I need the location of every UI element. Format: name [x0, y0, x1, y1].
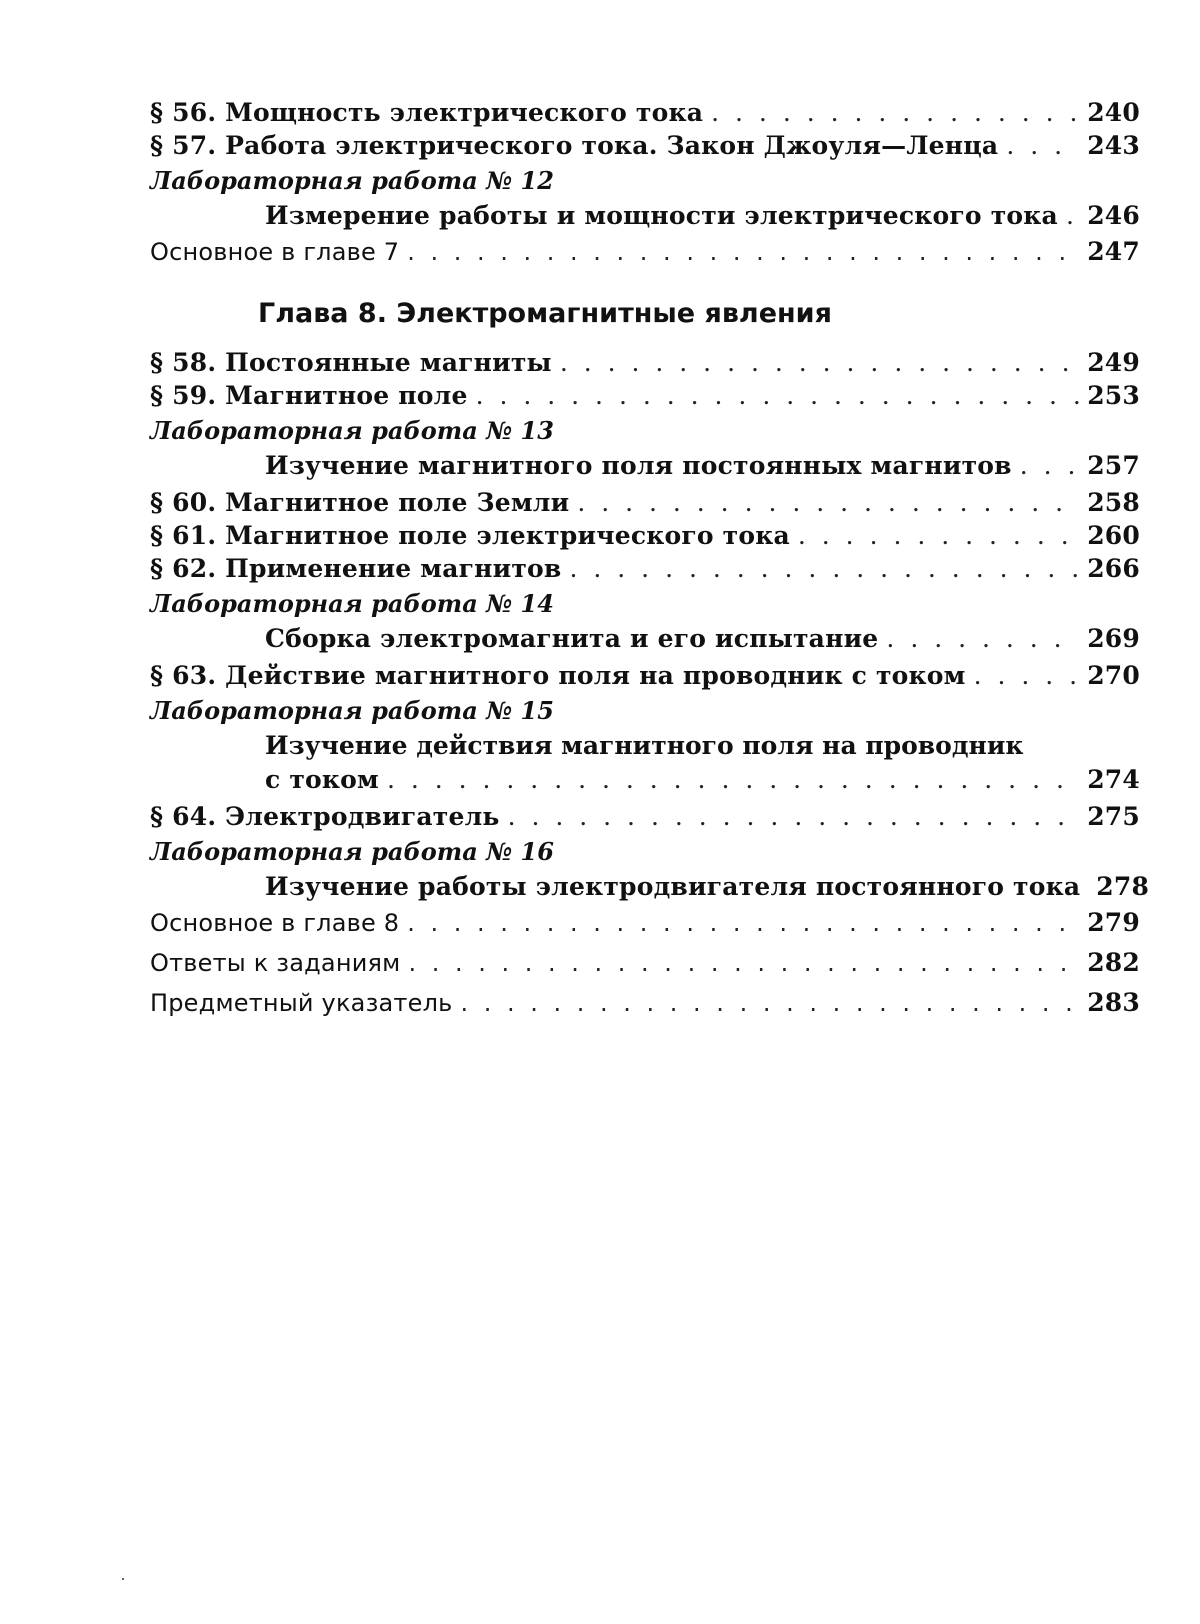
leader-dots	[560, 346, 1079, 379]
toc-entry-page: 246	[1087, 199, 1140, 232]
toc-entry-title: Изучение работы электродвигателя постоянного тока	[150, 870, 1080, 903]
toc-entry-page: 249	[1087, 346, 1140, 379]
table-of-contents	[150, 96, 1140, 1023]
toc-entry-title: § 56. Мощность электрического тока	[150, 96, 703, 129]
toc-entry-title: Основное в главе 7	[150, 232, 399, 272]
lab-heading-14: Лабораторная работа № 14	[150, 585, 1140, 622]
leader-dots	[387, 763, 1079, 796]
toc-entry-page: 275	[1087, 800, 1140, 833]
toc-entry-title: Сборка электромагнита и его испытание	[150, 622, 878, 655]
toc-entry-index[interactable]	[150, 983, 1140, 1023]
scan-speck	[122, 1578, 124, 1580]
leader-dots	[1066, 199, 1079, 232]
toc-entry-s56[interactable]	[150, 96, 1140, 129]
toc-entry-title: § 59. Магнитное поле	[150, 379, 468, 412]
leader-dots	[570, 552, 1080, 585]
toc-entry-lab14[interactable]	[150, 622, 1140, 655]
toc-entry-summary8[interactable]	[150, 903, 1140, 943]
toc-entry-title: § 63. Действие магнитного поля на проводник с током	[150, 659, 966, 692]
toc-entry-title: § 64. Электродвигатель	[150, 800, 500, 833]
toc-entry-title: Основное в главе 8	[150, 903, 399, 943]
toc-entry-page: 266	[1087, 552, 1140, 585]
toc-entry-page: 279	[1087, 903, 1140, 943]
leader-dots	[508, 800, 1080, 833]
toc-entry-page: 278	[1096, 870, 1149, 903]
leader-dots	[974, 659, 1080, 692]
toc-entry-s62[interactable]	[150, 552, 1140, 585]
toc-entry-title: Изучение магнитного поля постоянных магнитов	[150, 449, 1012, 482]
toc-entry-page: 243	[1087, 129, 1140, 162]
toc-entry-page: 258	[1087, 486, 1140, 519]
toc-entry-s57[interactable]	[150, 129, 1140, 162]
toc-entry-answers[interactable]	[150, 943, 1140, 983]
toc-entry-title: § 62. Применение магнитов	[150, 552, 562, 585]
lab-heading-16: Лабораторная работа № 16	[150, 833, 1140, 870]
leader-dots	[711, 96, 1079, 129]
toc-entry-page: 257	[1087, 449, 1140, 482]
toc-entry-lab12[interactable]	[150, 199, 1140, 232]
toc-entry-lab15-line1[interactable]: Изучение действия магнитного поля на проводник	[150, 729, 1140, 763]
chapter-heading: Глава 8. Электромагнитные явления	[150, 294, 1140, 334]
toc-entry-s58[interactable]	[150, 346, 1140, 379]
toc-entry-title: Измерение работы и мощности электрического тока	[150, 199, 1058, 232]
toc-entry-page: 274	[1087, 763, 1140, 796]
lab-heading-15: Лабораторная работа № 15	[150, 692, 1140, 729]
toc-entry-s64[interactable]	[150, 800, 1140, 833]
toc-entry-s60[interactable]	[150, 486, 1140, 519]
leader-dots	[886, 622, 1079, 655]
lab-heading-13: Лабораторная работа № 13	[150, 412, 1140, 449]
toc-entry-page: 240	[1087, 96, 1140, 129]
leader-dots	[408, 943, 1079, 983]
toc-entry-page: 283	[1087, 983, 1140, 1023]
toc-entry-page: 253	[1087, 379, 1140, 412]
leader-dots	[407, 903, 1079, 943]
toc-entry-s63[interactable]	[150, 659, 1140, 692]
leader-dots	[476, 379, 1080, 412]
toc-entry-lab13[interactable]	[150, 449, 1140, 482]
toc-entry-title: с током	[150, 763, 379, 796]
leader-dots	[577, 486, 1079, 519]
toc-entry-page: 282	[1087, 943, 1140, 983]
leader-dots	[1020, 449, 1079, 482]
toc-entry-title: § 61. Магнитное поле электрического тока	[150, 519, 790, 552]
toc-entry-s61[interactable]	[150, 519, 1140, 552]
toc-entry-title: § 57. Работа электрического тока. Закон Джоуля—Ленца	[150, 129, 998, 162]
toc-entry-title: § 60. Магнитное поле Земли	[150, 486, 569, 519]
toc-entry-title: Предметный указатель	[150, 983, 452, 1023]
leader-dots	[1006, 129, 1079, 162]
toc-entry-s59[interactable]	[150, 379, 1140, 412]
toc-entry-title: Ответы к заданиям	[150, 943, 400, 983]
leader-dots	[798, 519, 1079, 552]
leader-dots	[460, 983, 1079, 1023]
toc-entry-summary7[interactable]	[150, 232, 1140, 272]
toc-entry-page: 260	[1087, 519, 1140, 552]
toc-entry-page: 269	[1087, 622, 1140, 655]
toc-entry-page: 247	[1087, 232, 1140, 272]
toc-entry-title: § 58. Постоянные магниты	[150, 346, 552, 379]
leader-dots	[407, 232, 1079, 272]
toc-entry-lab16[interactable]	[150, 870, 1140, 903]
toc-entry-lab15[interactable]	[150, 763, 1140, 796]
lab-heading-12: Лабораторная работа № 12	[150, 162, 1140, 199]
toc-entry-page: 270	[1087, 659, 1140, 692]
